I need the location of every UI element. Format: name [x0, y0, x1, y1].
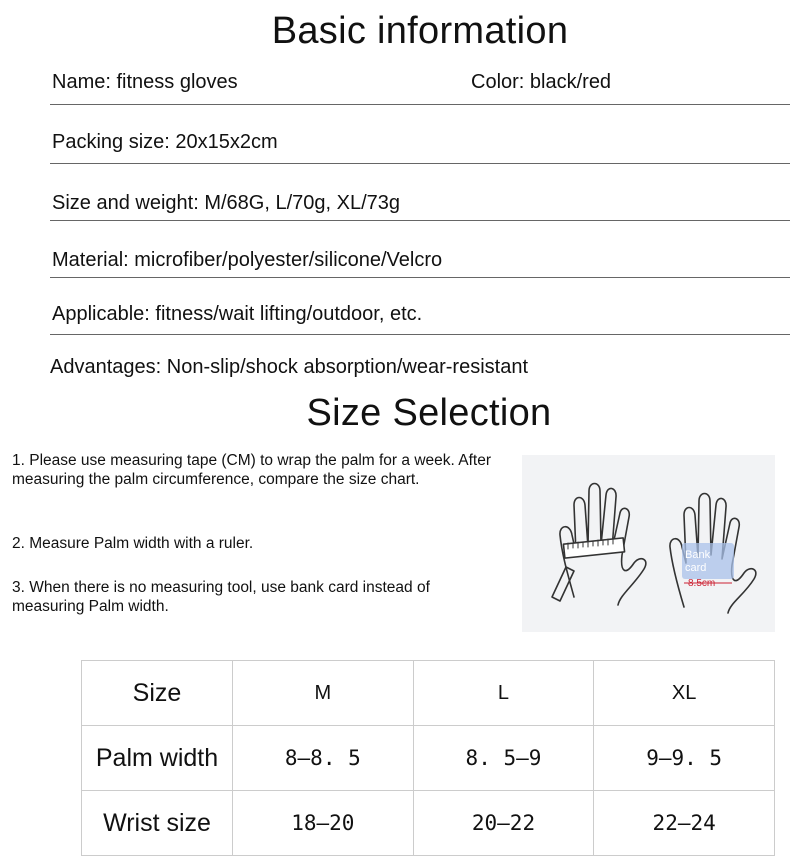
- divider: [50, 104, 790, 105]
- table-row: [82, 726, 775, 791]
- table-row: [82, 791, 775, 856]
- card-width-label: 8.5cm: [688, 578, 716, 589]
- divider: [50, 220, 790, 221]
- bank-card-label: Bank: [685, 549, 711, 561]
- table-cell: 8–8. 5: [233, 726, 414, 791]
- size-m-header: M: [233, 661, 414, 726]
- divider: [50, 334, 790, 335]
- size-l-header: L: [413, 661, 594, 726]
- hand-measure-icon: [522, 455, 775, 632]
- basic-info-title: Basic information: [271, 10, 569, 52]
- wrist-size-label: Wrist size: [82, 791, 233, 856]
- size-header-cell: Size: [82, 661, 233, 726]
- palm-width-label: Palm width: [82, 726, 233, 791]
- svg-text:card: card: [685, 562, 707, 574]
- packing-size-text: Packing size: 20x15x2cm: [52, 131, 278, 153]
- instruction-step-2: 2. Measure Palm width with a ruler.: [12, 535, 254, 552]
- material-text: Material: microfiber/polyester/silicone/Velcro: [52, 249, 443, 271]
- table-cell: 9–9. 5: [594, 726, 775, 791]
- table-cell: 8. 5–9: [413, 726, 594, 791]
- table-header-row: [82, 661, 775, 726]
- size-chart-table: [81, 660, 775, 856]
- divider: [50, 277, 790, 278]
- advantages-text: Advantages: Non-slip/shock absorption/wear-resistant: [50, 356, 529, 378]
- instruction-step-3: 3. When there is no measuring tool, use bank card instead of measuring Palm width.: [12, 579, 430, 615]
- color-text: Color: black/red: [471, 71, 612, 93]
- size-xl-header: XL: [594, 661, 775, 726]
- instruction-step-1: 1. Please use measuring tape (CM) to wrap the palm for a week. After measuring the palm circumference, compare the size chart.: [12, 452, 492, 488]
- table-cell: 20–22: [413, 791, 594, 856]
- table-cell: 22–24: [594, 791, 775, 856]
- size-weight-text: Size and weight: M/68G, L/70g, XL/73g: [52, 192, 400, 214]
- divider: [50, 163, 790, 164]
- size-selection-title: Size Selection: [306, 392, 552, 434]
- measurement-illustration: [522, 455, 775, 632]
- table-cell: 18–20: [233, 791, 414, 856]
- name-text: Name: fitness gloves: [52, 71, 238, 93]
- applicable-text: Applicable: fitness/wait lifting/outdoor, etc.: [52, 303, 423, 325]
